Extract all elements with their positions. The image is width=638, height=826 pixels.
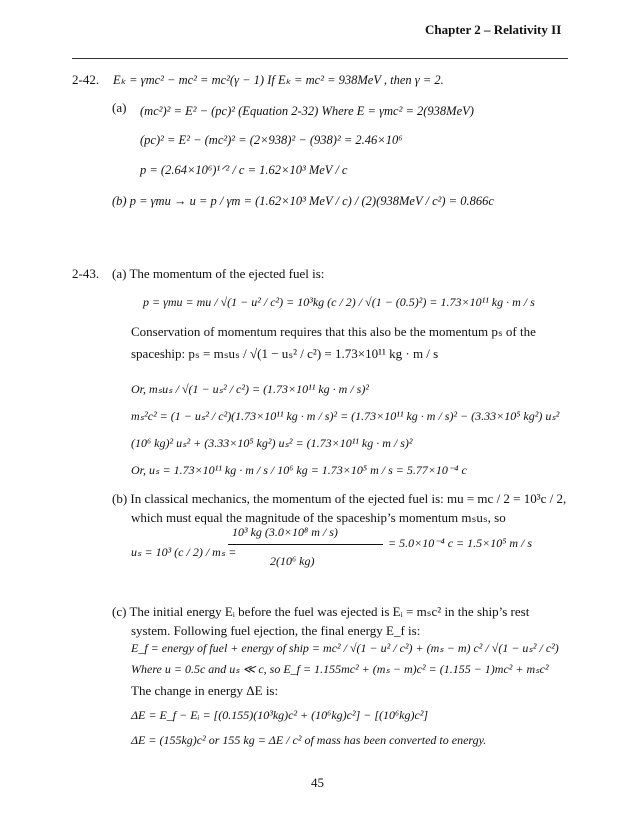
problem-2-43-b-text1: (b) In classical mechanics, the momentum of the ejected fuel is: mu = mc / 2 = 10³c / 2,	[112, 491, 567, 506]
header-rule	[72, 58, 568, 59]
problem-2-42-statement: Eₖ = γmc² − mc² = mc²(γ − 1) If Eₖ = mc² = 938MeV , then γ = 2.	[113, 73, 444, 87]
problem-2-43-c-text2: system. Following fuel ejection, the final energy E_f is:	[131, 623, 421, 638]
problem-2-43-c-text3: The change in energy ΔE is:	[131, 683, 279, 698]
problem-2-43-a-text2: spaceship: pₛ = mₛuₛ / √(1 − uₛ² / c²) = 1.73×10¹¹ kg · m / s	[131, 346, 439, 361]
problem-2-42-b: (b) p = γmu → u = p / γm = (1.62×10³ MeV / c) / (2)(938MeV / c²) = 0.866c	[112, 194, 494, 208]
problem-2-43-number: 2-43.	[72, 266, 100, 281]
problem-2-43-c-eq3: ΔE = E_f − Eᵢ = [(0.155)(10³kg)c² + (10⁶kg)c²] − [(10⁶kg)c²]	[131, 708, 429, 722]
problem-2-43-a-eq3: mₛ²c² = (1 − uₛ² / c²)(1.73×10¹¹ kg · m / s)² = (1.73×10¹¹ kg · m / s)² − (3.33×10⁵ kg²) uₛ²	[131, 409, 560, 423]
problem-2-43-b-text2: which must equal the magnitude of the spaceship’s momentum mₛuₛ, so	[131, 510, 506, 525]
problem-2-43-a-eq4: (10⁶ kg)² uₛ² + (3.33×10⁵ kg²) uₛ² = (1.73×10¹¹ kg · m / s)²	[131, 436, 413, 450]
problem-2-42-a-line3: p = (2.64×10⁶)¹ᐟ² / c = 1.62×10³ MeV / c	[140, 163, 348, 177]
problem-2-43-b-lhs: uₛ = 10³ (c / 2) / mₛ =	[131, 545, 237, 559]
problem-2-43-c-eq1: E_f = energy of fuel + energy of ship = mc² / √(1 − u² / c²) + (mₛ − m) c² / √(1 − uₛ² / c²)	[131, 641, 559, 655]
problem-2-42-number: 2-42.	[72, 72, 100, 87]
problem-2-43-a-eq5: Or, uₛ = 1.73×10¹¹ kg · m / s / 10⁶ kg = 1.73×10⁵ m / s = 5.77×10⁻⁴ c	[131, 463, 467, 477]
problem-2-42-a-line1: (mc²)² = E² − (pc)² (Equation 2-32) Where E = γmc² = 2(938MeV)	[140, 104, 474, 118]
problem-2-43-c-eq2: Where u = 0.5c and uₛ ≪ c, so E_f = 1.155mc² + (mₛ − m)c² = (1.155 − 1)mc² + mₛc²	[131, 662, 549, 676]
fraction-bar	[228, 544, 383, 545]
chapter-header: Chapter 2 – Relativity II	[425, 22, 562, 37]
problem-2-43-c-eq4: ΔE = (155kg)c² or 155 kg = ΔE / c² of mass has been converted to energy.	[131, 733, 487, 747]
problem-2-43-a-eq2: Or, mₛuₛ / √(1 − uₛ² / c²) = (1.73×10¹¹ kg · m / s)²	[131, 382, 369, 396]
problem-2-43-c-text1: (c) The initial energy Eᵢ before the fuel was ejected is Eᵢ = mₛc² in the ship’s rest	[112, 604, 530, 619]
problem-2-43-a-intro: (a) The momentum of the ejected fuel is:	[112, 266, 325, 281]
problem-2-43-a-text1: Conservation of momentum requires that this also be the momentum pₛ of the	[131, 324, 536, 339]
problem-2-43-b-denominator: 2(10⁶ kg)	[270, 554, 315, 568]
page-number: 45	[311, 775, 324, 790]
problem-2-43-b-rhs: = 5.0×10⁻⁴ c = 1.5×10⁵ m / s	[388, 536, 533, 550]
part-a-label: (a)	[112, 100, 127, 115]
problem-2-43-a-eq1: p = γmu = mu / √(1 − u² / c²) = 10³kg (c / 2) / √(1 − (0.5)²) = 1.73×10¹¹ kg · m / s	[143, 295, 535, 309]
problem-2-43-b-numerator: 10³ kg (3.0×10⁸ m / s)	[232, 525, 338, 539]
problem-2-42-a-line2: (pc)² = E² − (mc²)² = (2×938)² − (938)² = 2.46×10⁶	[140, 133, 403, 147]
